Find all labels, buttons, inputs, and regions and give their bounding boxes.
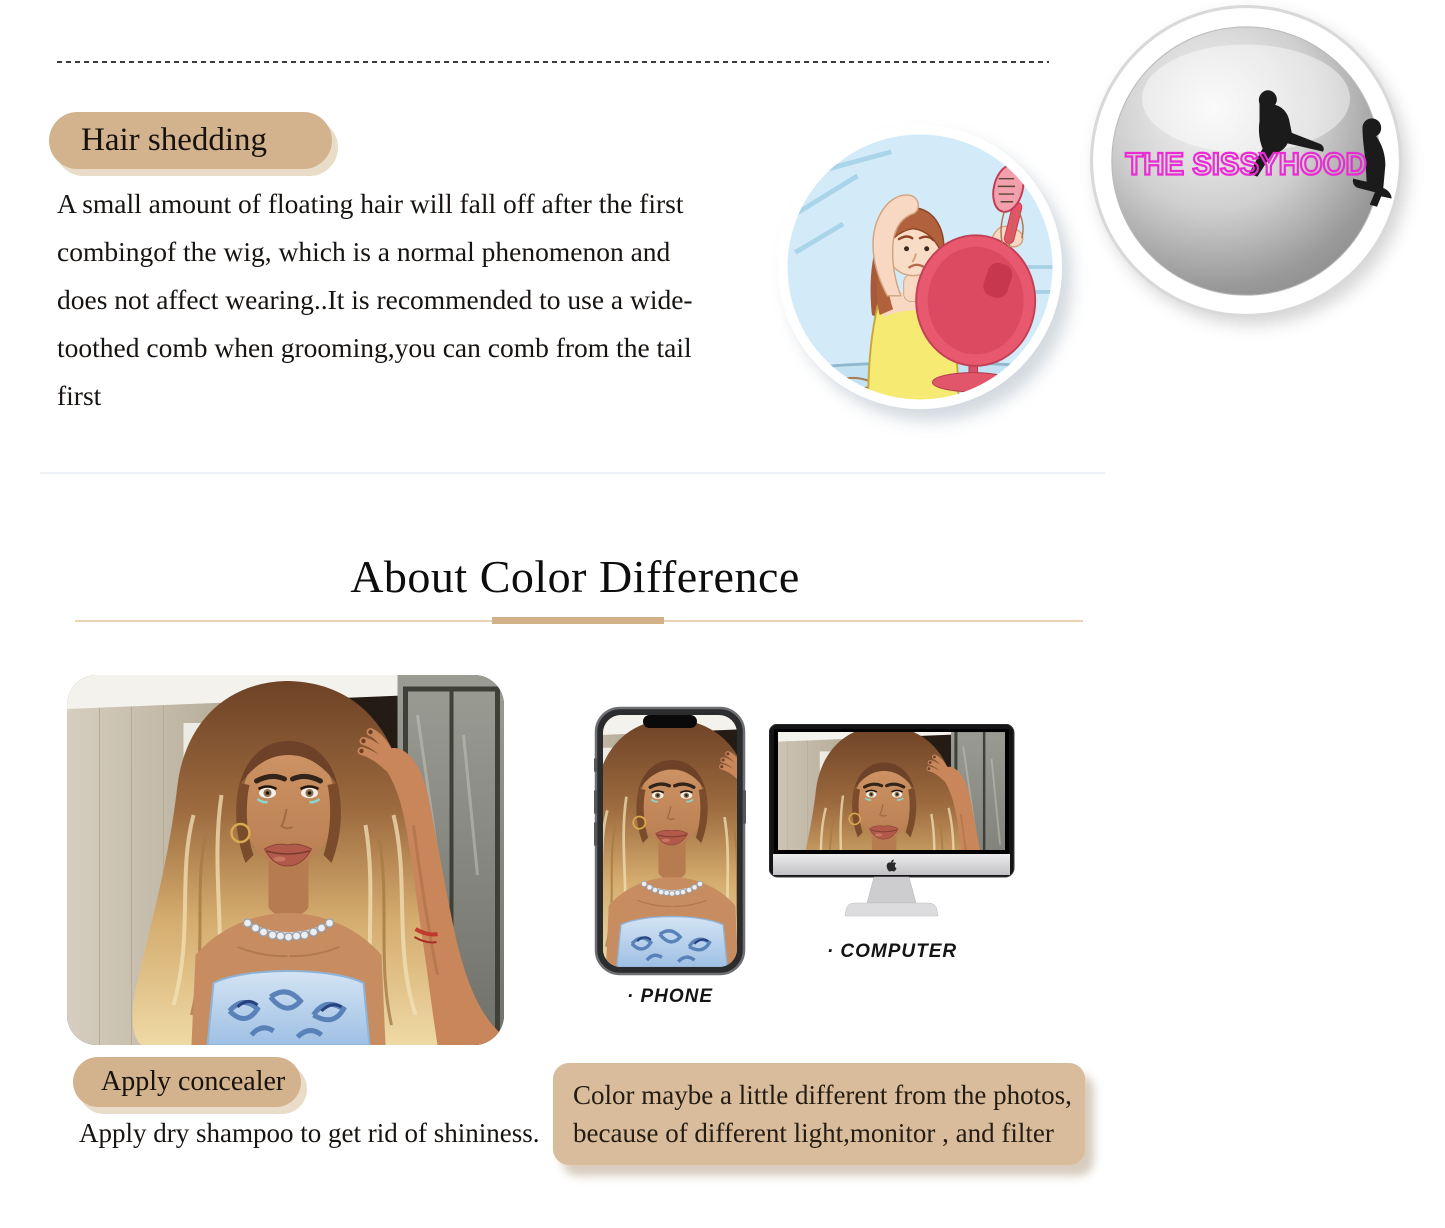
paragraph-line: toothed comb when grooming,you can comb from the tail [57,332,692,363]
phone-label: · PHONE [626,986,714,1007]
hair-shedding-badge [49,112,332,169]
section-heading: About Color Difference [350,551,800,602]
note-line: because of different light,monitor , and filter [573,1118,1054,1148]
paragraph-line: does not affect wearing..It is recommended to use a wide- [57,284,693,315]
paragraph-line: A small amount of floating hair will fall off after the first [57,188,684,219]
brand-text: THE SISSYHOOD [1125,146,1367,182]
hair-shedding-badge-label: Hair shedding [81,122,268,158]
dry-shampoo-caption: Apply dry shampoo to get rid of shininess. [79,1118,540,1148]
sissyhood-logo [1090,5,1402,317]
apply-concealer-badge [73,1057,301,1107]
note-line: Color maybe a little different from the photos, [573,1080,1072,1110]
apply-concealer-badge-label: Apply concealer [101,1066,286,1097]
hair-shedding-paragraph [57,180,797,420]
paragraph-line: combingof the wig, which is a normal phenomenon and [57,236,671,267]
computer-label: · COMPUTER [826,941,958,962]
imac-stand [867,877,916,903]
imac-base [845,903,938,916]
heading-underline-accent [492,617,664,624]
computer-mockup [769,724,1015,924]
section-divider [40,472,1105,474]
wig-model-photo [67,675,504,1045]
phone-notch [643,715,697,728]
phone-mockup [594,706,746,976]
paragraph-line: first [57,380,102,411]
dashed-divider [57,61,1049,63]
color-difference-note [553,1063,1085,1165]
woman-combing-hair-illustration [776,123,1064,411]
